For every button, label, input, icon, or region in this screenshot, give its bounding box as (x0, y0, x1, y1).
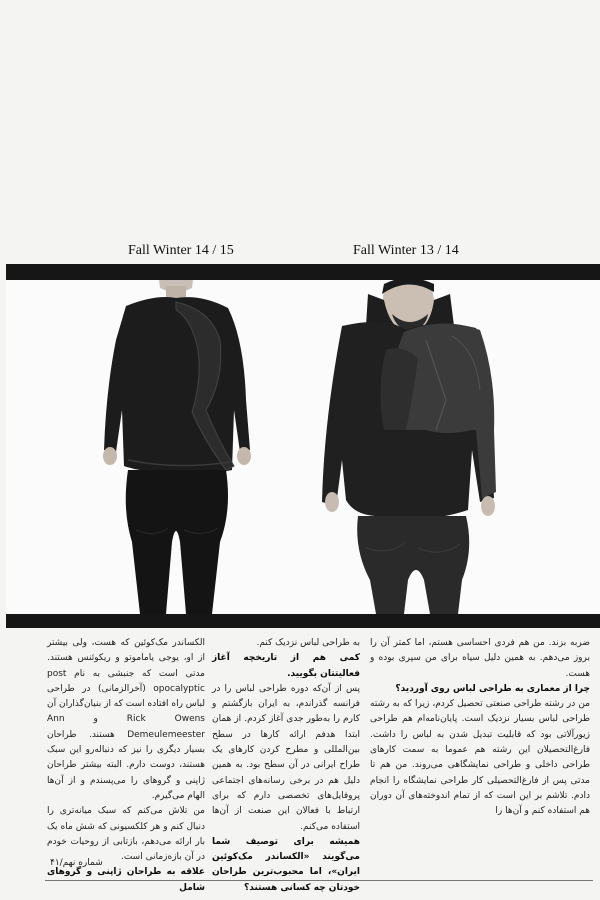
paragraph: من تلاش می‌کنم که سبک میانه‌تری را دنبال کنم و هر کلکسیونی که شش ماه یک بار ارائه می‌دهم، بازتابی از روحیات خودم در آن بازه‌زمانی است. (47, 806, 205, 863)
interview-question: چرا از معماری به طراحی لباس روی آوردید؟ (395, 683, 590, 694)
photo-top-band (6, 264, 600, 280)
paragraph: به طراحی لباس نزدیک کنم. (256, 638, 360, 648)
paragraph: ضربه بزند. من هم فردی احساسی هستم، اما کمتر آن را بروز می‌دهم. به همین دلیل سیاه برای من سپری بوده و هست. (370, 638, 590, 679)
left-model-figure (103, 280, 251, 614)
fashion-photo (6, 280, 600, 614)
caption-fall-winter-13-14: Fall Winter 13 / 14 (353, 243, 459, 258)
article-column-middle (212, 636, 360, 896)
interview-question: علاقه به طراحان ژاپنی و گروهای شامل (47, 867, 205, 893)
right-model-figure (322, 280, 496, 614)
article-column-right (370, 636, 590, 820)
footer-rule (45, 880, 593, 881)
paragraph: من در رشته طراحی صنعتی تحصیل کردم، زیرا که به رشته طراحی لباس بسیار نزدیک است. پایان‌نامه‌ام هم طراحی زیورآلاتی بود که قابلیت تبدیل شدن به لباس را داشت. فارغ‌التحصیلان این رشته هم عموما به سمت کارهای طراحی داخلی و طراحی نمایشگاهی می‌روند. من هم تا مدتی پس از فارغ‌التحصیلی کار طراحی نمایشگاه را انجام دادم. تلاشم بر این است که از تمام اندوخته‌های آن دوران هم استفاده کنم و آن‌ها را (370, 699, 590, 817)
paragraph: پس از آن‌که دوره طراحی لباس را در فرانسه گذراندم، به ایران بازگشتم و کارم را به‌طور جدی آغاز کردم. از همان ابتدا هدفم ارائه کارها در سطح بین‌المللی و مطرح کردن کارهای یک طراح ایرانی در آن سطح بود. به همین دلیل هم در برخی رسانه‌های اجتماعی پروفایل‌های تخصصی دارم که برای ارتباط با فعالان این صنعت از آن‌ها استفاده می‌کنم. (212, 683, 360, 832)
caption-fall-winter-14-15: Fall Winter 14 / 15 (128, 243, 234, 258)
page-footer-issue-number: شماره نهم/۴۱ (50, 858, 103, 868)
paragraph: الکساندر مک‌کوئین که هست، ولی بیشتر از او، یوجی یاماموتو و ریکوئنس هستند. مدتی است که جنبشی به نام post opocalyptic (آخرالزمانی) در طراحی لباس راه افتاده است که از بنیان‌گذاران آن Rick Owens و Ann Demeulemeester هستند. طراحان بسیار دیگری را نیز که دنباله‌رو این سبک هستند، دوست دارم. البته بیشتر طراحان ژاپنی و گروهای را می‌پسندم و از آن‌ها الهام می‌گیرم. (47, 638, 205, 801)
interview-question: کمی هم از تاریخچه آغاز فعالیتتان بگویید. (212, 653, 360, 679)
photo-bottom-band (6, 614, 600, 628)
interview-question: همیشه برای توصیف شما می‌گویند «الکساندر مک‌کوئین ایران»، اما محبوب‌ترین طراحان خودتان چه کسانی هستند؟ (212, 836, 360, 893)
